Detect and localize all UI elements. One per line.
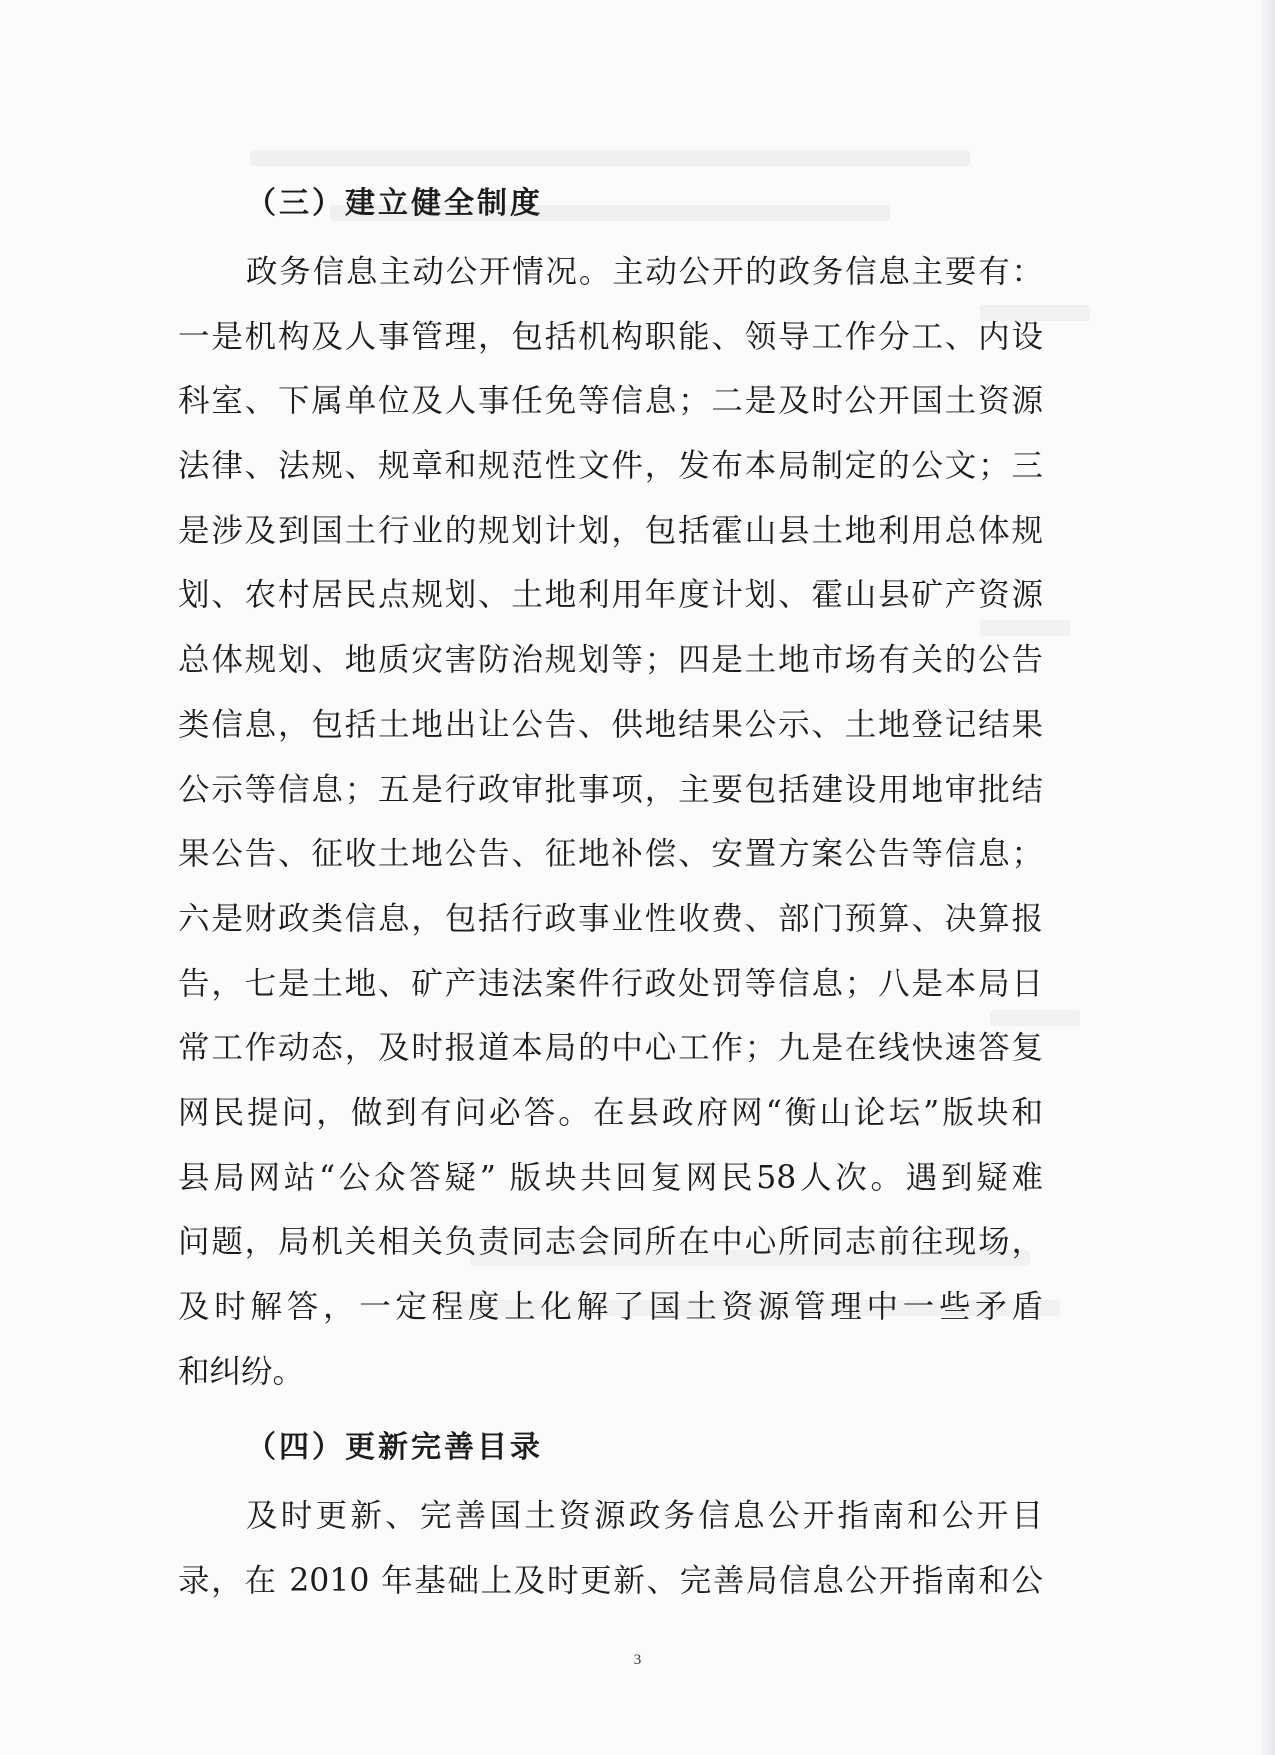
text-line: 和纠纷。 (178, 1353, 305, 1390)
page-edge (1259, 0, 1275, 1755)
section-heading-3: （三）建立健全制度 (246, 186, 543, 221)
text-line: 问题，局机关相关负责同志会同所在中心所同志前往现场， (178, 1224, 1043, 1261)
text-line: 总体规划、地质灾害防治规划等；四是土地市场有关的公告 (178, 642, 1043, 679)
paragraph-catalog (178, 1484, 1043, 1613)
text-line: 县局网站“公众答疑” 版块共回复网民58人次。遇到疑难 (178, 1159, 1043, 1196)
text-line: 及时解答，一定程度上化解了国土资源管理中一些矛盾 (178, 1289, 1043, 1325)
text-line: 法律、法规、规章和规范性文件，发布本局制定的公文；三 (178, 448, 1043, 485)
text-line: 类信息，包括土地出让公告、供地结果公示、土地登记结果 (178, 706, 1043, 743)
text-line: 公示等信息；五是行政审批事项，主要包括建设用地审批结 (178, 771, 1043, 808)
text-line: 六是财政类信息，包括行政事业性收费、部门预算、决算报 (178, 900, 1043, 937)
text-line: 果公告、征收土地公告、征地补偿、安置方案公告等信息； (178, 836, 1043, 873)
page-number: 3 (633, 1652, 642, 1668)
paragraph-disclosure (178, 240, 1043, 1404)
section-heading-4: （四）更新完善目录 (246, 1430, 543, 1466)
text-line: 录，在 2010 年基础上及时更新、完善局信息公开指南和公 (178, 1563, 1043, 1600)
text-line: 划、农村居民点规划、土地利用年度计划、霍山县矿产资源 (178, 577, 1043, 614)
text-line: 一是机构及人事管理，包括机构职能、领导工作分工、内设 (178, 318, 1043, 355)
text-line: 及时更新、完善国土资源政务信息公开指南和公开目 (246, 1498, 1043, 1535)
text-line: 是涉及到国土行业的规划计划，包括霍山县土地利用总体规 (178, 512, 1043, 549)
text-line: 政务信息主动公开情况。主动公开的政务信息主要有： (246, 254, 1043, 290)
text-line: 告，七是土地、矿产违法案件行政处罚等信息；八是本局日 (178, 965, 1043, 1002)
document-body (178, 168, 1043, 1614)
text-line: 科室、下属单位及人事任免等信息；二是及时公开国土资源 (178, 383, 1043, 420)
text-line: 网民提问，做到有问必答。在县政府网“衡山论坛”版块和 (178, 1094, 1043, 1131)
text-line: 常工作动态，及时报道本局的中心工作；九是在线快速答复 (178, 1030, 1043, 1067)
